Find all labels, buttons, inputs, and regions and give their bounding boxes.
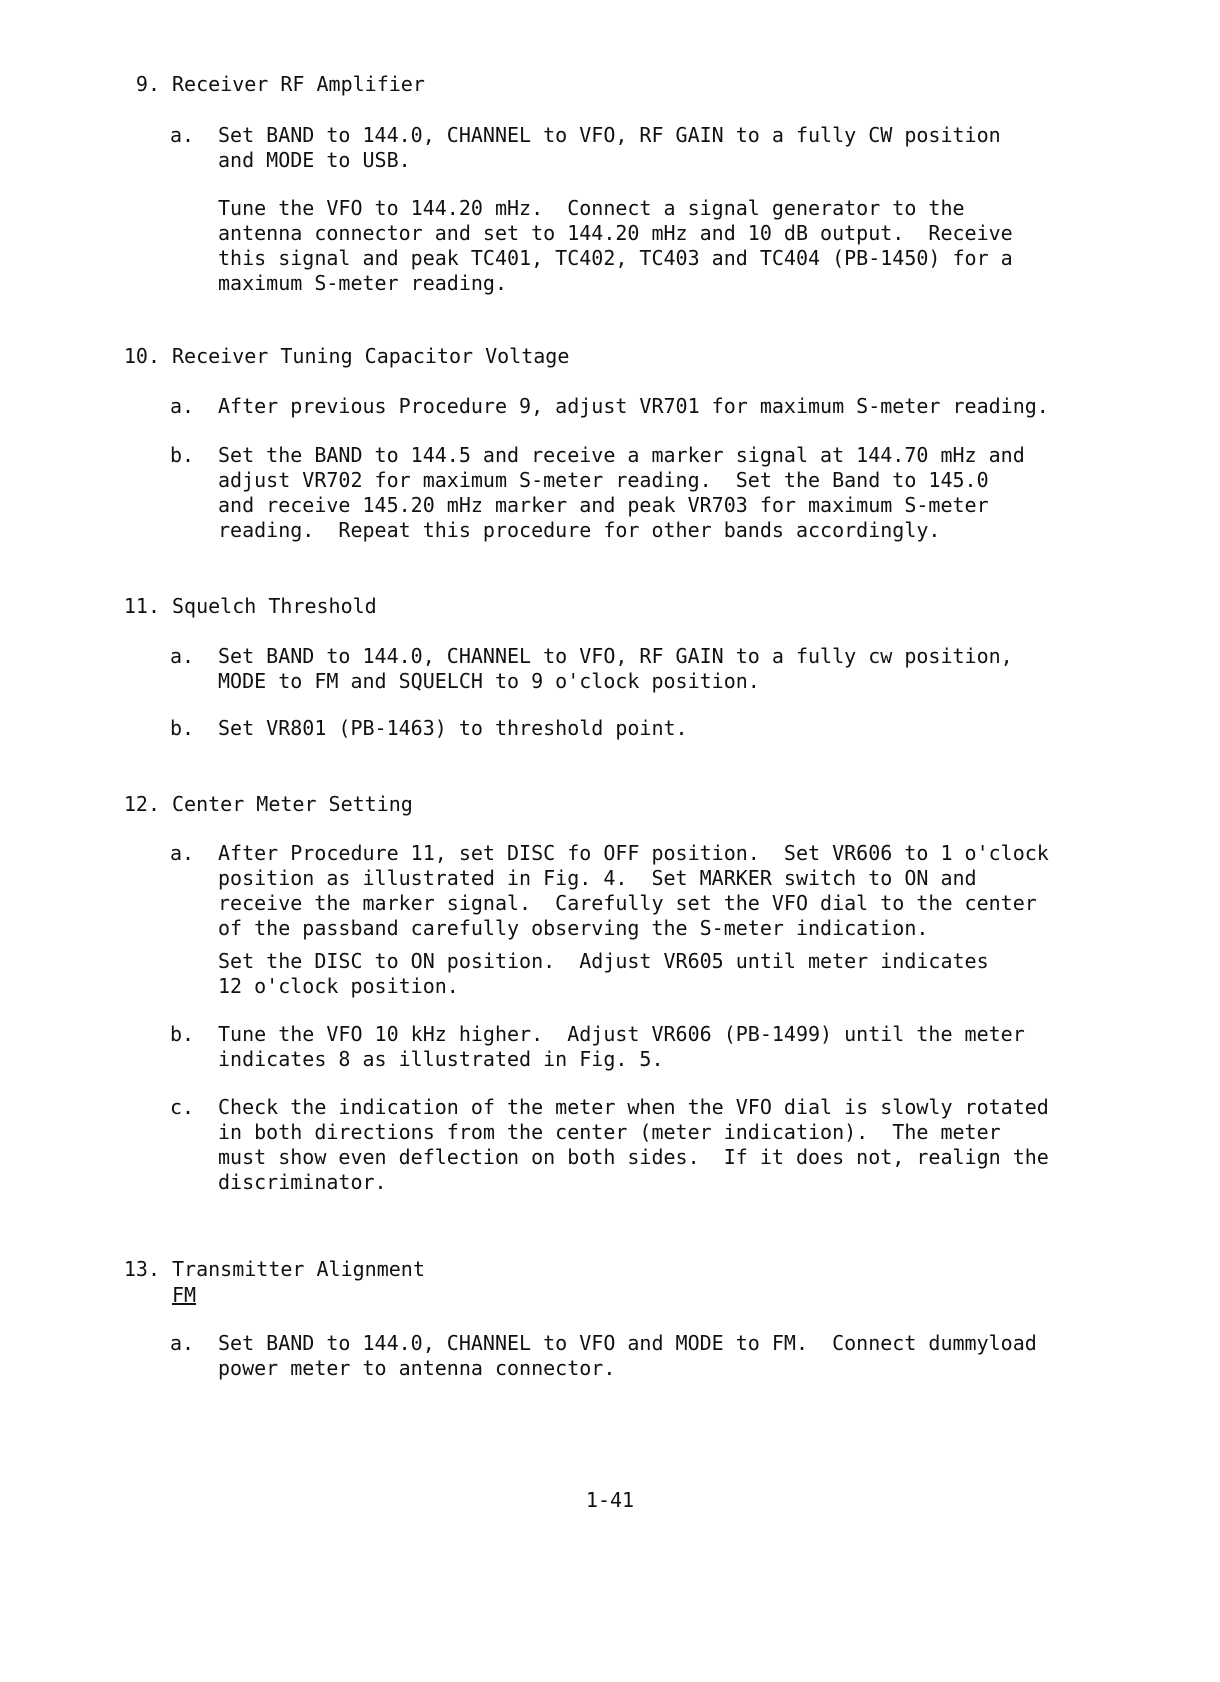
item-label: a. xyxy=(170,394,195,418)
item-paragraph xyxy=(218,841,1049,941)
section-number: 10. xyxy=(123,344,160,368)
section-number: 12. xyxy=(123,792,160,816)
text-line: 12 o'clock position. xyxy=(218,974,459,998)
text-line: Check the indication of the meter when the VFO dial is slowly rotated xyxy=(218,1095,1049,1119)
section-title: Center Meter Setting xyxy=(172,792,413,816)
text-line: and receive 145.20 mHz marker and peak VR703 for maximum S-meter xyxy=(218,493,989,517)
text-line: position as illustrated in Fig. 4. Set MARKER switch to ON and xyxy=(218,866,977,890)
text-line: and MODE to USB. xyxy=(218,148,411,172)
text-line: in both directions from the center (meter indication). The meter xyxy=(218,1120,1001,1144)
section-number: 11. xyxy=(123,594,160,618)
text-line: maximum S-meter reading. xyxy=(218,271,507,295)
text-line: Set BAND to 144.0, CHANNEL to VFO, RF GAIN to a fully cw position, xyxy=(218,644,1013,668)
text-line: receive the marker signal. Carefully set the VFO dial to the center xyxy=(218,891,1037,915)
text-line: Tune the VFO 10 kHz higher. Adjust VR606 (PB-1499) until the meter xyxy=(218,1022,1025,1046)
text-line: discriminator. xyxy=(218,1170,387,1194)
text-line: After Procedure 11, set DISC fo OFF position. Set VR606 to 1 o'clock xyxy=(218,841,1049,865)
continuation-paragraph xyxy=(218,949,989,999)
item-paragraph xyxy=(218,123,1001,173)
section-subtitle: FM xyxy=(172,1283,197,1307)
section-number: 13. xyxy=(123,1257,160,1281)
item-paragraph xyxy=(218,716,688,741)
continuation-paragraph xyxy=(218,196,1013,296)
item-paragraph xyxy=(218,1095,1049,1195)
text-line: Set the DISC to ON position. Adjust VR605 until meter indicates xyxy=(218,949,989,973)
text-line: adjust VR702 for maximum S-meter reading. Set the Band to 145.0 xyxy=(218,468,989,492)
item-label: a. xyxy=(170,1331,195,1355)
section-title: Squelch Threshold xyxy=(172,594,377,618)
item-label: a. xyxy=(170,123,195,147)
text-line: indicates 8 as illustrated in Fig. 5. xyxy=(218,1047,664,1071)
item-label: b. xyxy=(170,1022,195,1046)
text-line: Set BAND to 144.0, CHANNEL to VFO, RF GAIN to a fully CW position xyxy=(218,123,1001,147)
text-line: Set VR801 (PB-1463) to threshold point. xyxy=(218,716,688,740)
text-line: of the passband carefully observing the S-meter indication. xyxy=(218,916,929,940)
item-label: a. xyxy=(170,841,195,865)
item-paragraph xyxy=(218,394,1049,419)
item-label: b. xyxy=(170,716,195,740)
item-paragraph xyxy=(218,443,1025,543)
item-paragraph xyxy=(218,644,1013,694)
text-line: Tune the VFO to 144.20 mHz. Connect a signal generator to the xyxy=(218,196,965,220)
text-line: antenna connector and set to 144.20 mHz and 10 dB output. Receive xyxy=(218,221,1013,245)
text-line: After previous Procedure 9, adjust VR701 for maximum S-meter reading. xyxy=(218,394,1049,418)
item-paragraph xyxy=(218,1022,1025,1072)
section-number: 9. xyxy=(135,72,160,96)
text-line: power meter to antenna connector. xyxy=(218,1356,616,1380)
section-title: Receiver RF Amplifier xyxy=(172,72,425,96)
item-label: c. xyxy=(170,1095,195,1119)
section-title: Transmitter Alignment xyxy=(172,1257,425,1281)
item-label: a. xyxy=(170,644,195,668)
page-number: 1-41 xyxy=(585,1488,635,1512)
text-line: this signal and peak TC401, TC402, TC403 and TC404 (PB-1450) for a xyxy=(218,246,1013,270)
text-line: must show even deflection on both sides. If it does not, realign the xyxy=(218,1145,1049,1169)
text-line: Set the BAND to 144.5 and receive a marker signal at 144.70 mHz and xyxy=(218,443,1025,467)
text-line: MODE to FM and SQUELCH to 9 o'clock position. xyxy=(218,669,760,693)
text-line: Set BAND to 144.0, CHANNEL to VFO and MODE to FM. Connect dummyload xyxy=(218,1331,1037,1355)
text-line: reading. Repeat this procedure for other bands accordingly. xyxy=(218,518,941,542)
item-label: b. xyxy=(170,443,195,467)
item-paragraph xyxy=(218,1331,1037,1381)
section-title: Receiver Tuning Capacitor Voltage xyxy=(172,344,570,368)
